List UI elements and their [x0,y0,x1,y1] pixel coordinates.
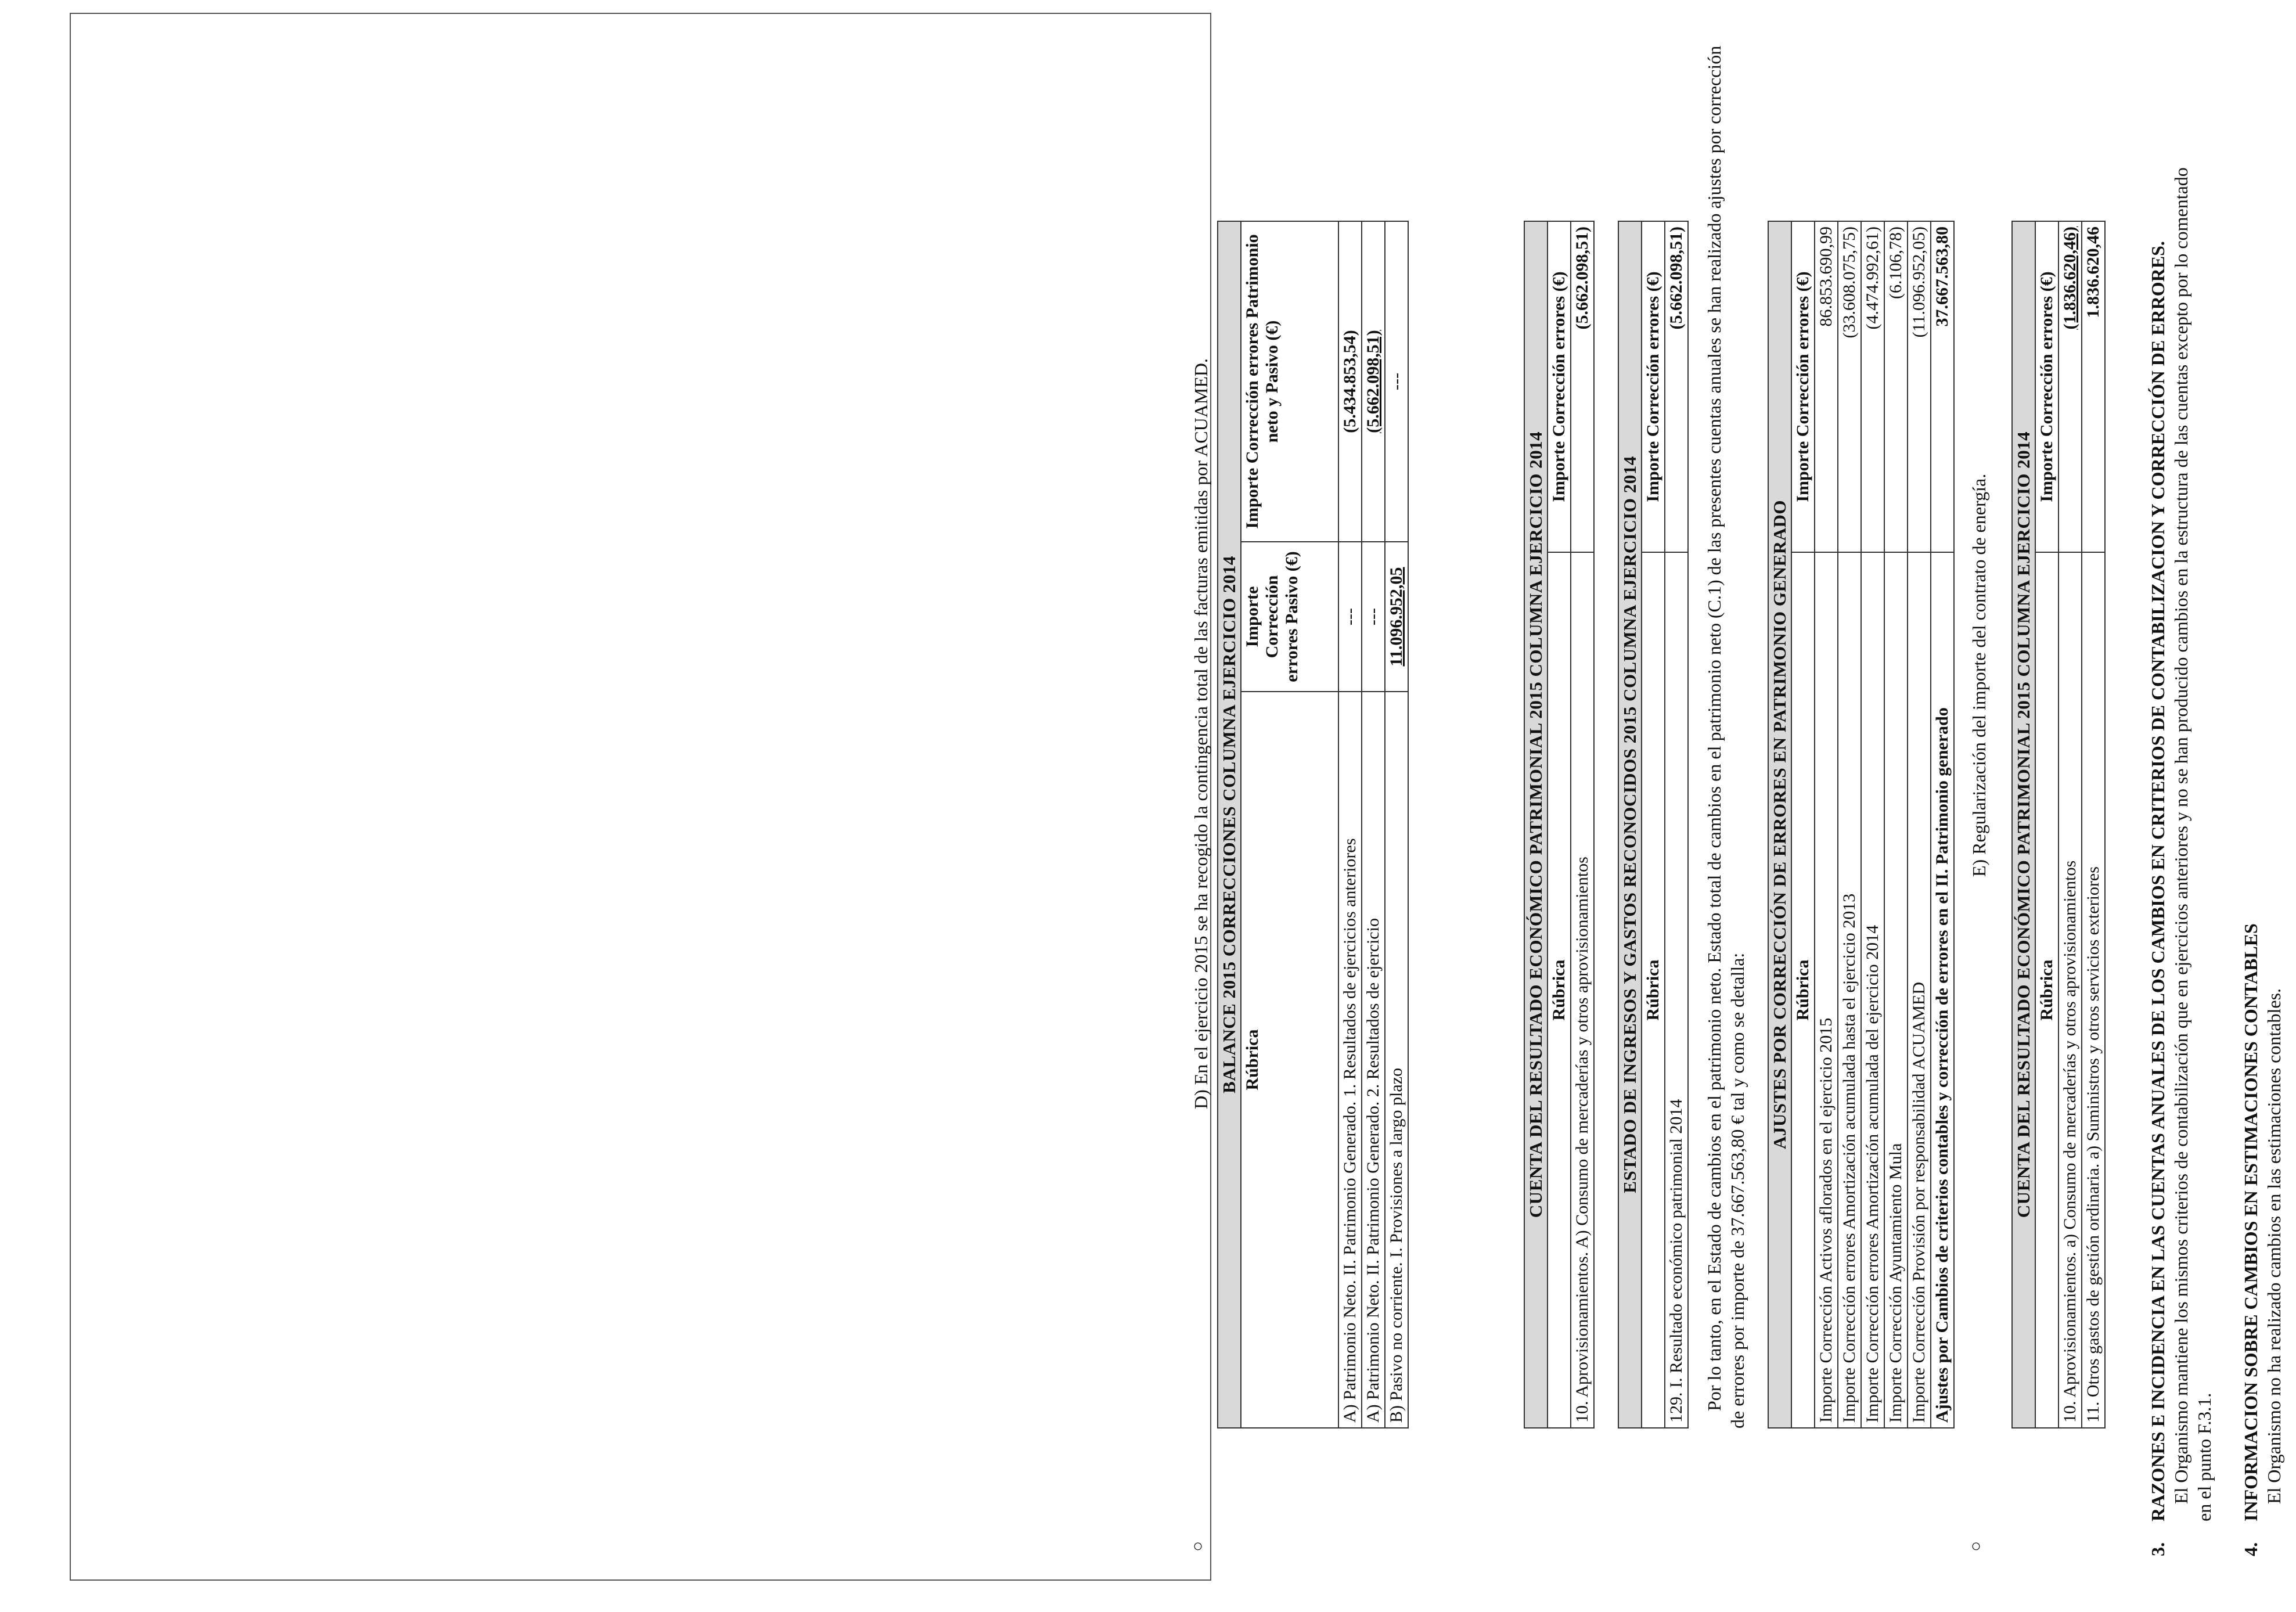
table-row [2082,221,2105,1428]
section-4-title: INFORMACION SOBRE CAMBIOS EN ESTIMACIONES CONTABLES [2240,923,2261,1521]
balance-title: BALANCE 2015 CORRECCIONES COLUMNA EJERCICIO 2014 [1218,221,1241,1428]
ajustes-total-importe: 37.667.563,80 [1931,221,1954,552]
cuenta2-title: CUENTA DEL RESULTADO ECONÓMICO PATRIMONIAL 2015 COLUMNA EJERCICIO 2014 [2012,221,2035,1428]
cuenta2-row-rubrica: 11. Otros gastos de gestión ordinaria. a) Suministros y otros servicios exteriores [2082,552,2105,1428]
balance-table [1217,221,1409,1429]
page-frame [70,13,1211,1581]
section-4-number: 4. [2240,1542,2261,1556]
table-row [1665,221,1688,1428]
intro-text: D) En el ejercicio 2015 se ha recogido la contingencia total de las facturas emitidas por ACUAMED. [1190,358,1211,1109]
balance-row-rubrica: B) Pasivo no corriente. I. Provisiones a largo plazo [1385,692,1408,1428]
table-row [2059,221,2082,1428]
table-row [1861,221,1884,1428]
paragraph-line-2: de errores por importe de 37.667.563,80 € tal y como se detalla: [1727,952,1748,1429]
table-row [1385,221,1408,1428]
cuenta2-row-importe: 1.836.620,46 [2082,221,2105,552]
cuenta2-row-importe: (1.836.620,46) [2059,221,2082,552]
rotated-page-content [1181,23,2296,1568]
cuenta-resultado-table-2 [2011,221,2106,1429]
table-row [1571,221,1594,1428]
bullet-e: ○ [1966,1541,1985,1552]
estado-col-importe: Importe Corrección errores (€) [1642,221,1665,552]
balance-row-rubrica: A) Patrimonio Neto. II. Patrimonio Generado. 2. Resultados de ejercicio [1362,692,1385,1428]
section-4-line-1: El Organismo no ha realizado cambios en las estimaciones contables. [2263,988,2284,1504]
cuenta1-title: CUENTA DEL RESULTADO ECONÓMICO PATRIMONIAL 2015 COLUMNA EJERCICIO 2014 [1524,221,1548,1428]
estado-row-importe: (5.662.098,51) [1665,221,1688,552]
balance-row-patrimonio: --- [1385,221,1408,542]
section-3-line-2: en el punto F.3.1. [2194,1392,2215,1521]
cuenta-resultado-table-1 [1524,221,1595,1429]
cuenta2-col-importe: Importe Corrección errores (€) [2035,221,2059,552]
table-row [1362,221,1385,1428]
e-item-text: E) Regularización del importe del contrato de energía. [1968,473,1989,877]
table-row [1838,221,1861,1428]
ajustes-col-importe: Importe Corrección errores (€) [1791,221,1815,552]
table-row [1338,221,1362,1428]
balance-row-patrimonio: (5.662.098,51) [1362,221,1385,542]
cuenta1-row-importe: (5.662.098,51) [1571,221,1594,552]
table-row [1884,221,1908,1428]
paragraph-line-1: Por lo tanto, en el Estado de cambios en el patrimonio neto. Estado total de cambios en el patrimonio neto (C.1) de las presentes cuentas anuales se han realizado ajustes por corrección [1704,45,1725,1411]
ajustes-row-importe: (4.474.992,61) [1861,221,1884,552]
ajustes-row-rubrica: Importe Corrección errores Amortización acumulada del ejercicio 2014 [1861,552,1884,1428]
ajustes-row-rubrica: Importe Corrección Provisión por responsabilidad ACUAMED [1908,552,1931,1428]
cuenta1-col-importe: Importe Corrección errores (€) [1548,221,1571,552]
balance-col-pasivo: Importe Corrección errores Pasivo (€) [1241,542,1338,692]
ajustes-total-rubrica: Ajustes por Cambios de criterios contables y corrección de errores en el II. Patrimonio generado [1931,552,1954,1428]
table-row-total [1931,221,1954,1428]
balance-row-pasivo: --- [1338,542,1362,692]
table-row [1908,221,1931,1428]
cuenta1-row-rubrica: 10. Aprovisionamientos. A) Consumo de mercaderías y otros aprovisionamientos [1571,552,1594,1428]
section-3-title: RAZONES E INCIDENCIA EN LAS CUENTAS ANUALES DE LOS CAMBIOS EN CRITERIOS DE CONTABILIZACION Y CORRECCIÓN DE ERRORES. [2147,241,2168,1521]
ajustes-row-rubrica: Importe Corrección Activos aflorados en el ejercicio 2015 [1815,552,1838,1428]
ajustes-table [1768,221,1955,1429]
cuenta2-row-rubrica: 10. Aprovisionamientos. a) Consumo de mercaderías y otros aprovisionamientos [2059,552,2082,1428]
ajustes-row-importe: (11.096.952,05) [1908,221,1931,552]
estado-title: ESTADO DE INGRESOS Y GASTOS RECONOCIDOS 2015 COLUMNA EJERCICIO 2014 [1618,221,1642,1428]
balance-col-patrimonio: Importe Corrección errores Patrimonio neto y Pasivo (€) [1241,221,1338,542]
bullet-d: ○ [1188,1541,1207,1552]
cuenta1-col-rubrica: Rúbrica [1548,552,1571,1428]
balance-col-rubrica: Rúbrica [1241,692,1338,1428]
estado-ingresos-gastos-table [1618,221,1689,1429]
estado-col-rubrica: Rúbrica [1642,552,1665,1428]
ajustes-row-importe: 86.853.690,99 [1815,221,1838,552]
section-3-line-1: El Organismo mantiene los mismos criterios de contabilización que en ejercicios anteriores y no se han producido cambios en la estructura de las cuentas excepto por lo comentado [2171,167,2191,1504]
ajustes-row-importe: (6.106,78) [1884,221,1908,552]
ajustes-row-rubrica: Importe Corrección Ayuntamiento Mula [1884,552,1908,1428]
estado-row-rubrica: 129. I. Resultado económico patrimonial 2014 [1665,552,1688,1428]
ajustes-title: AJUSTES POR CORRECCIÓN DE ERRORES EN PATRIMONIO GENERADO [1768,221,1791,1428]
balance-row-pasivo: --- [1362,542,1385,692]
balance-row-pasivo: 11.096.952,05 [1385,542,1408,692]
table-row [1815,221,1838,1428]
ajustes-row-importe: (33.608.075,75) [1838,221,1861,552]
section-3-number: 3. [2147,1542,2168,1556]
balance-row-patrimonio: (5.434.853,54) [1338,221,1362,542]
cuenta2-col-rubrica: Rúbrica [2035,552,2059,1428]
balance-row-rubrica: A) Patrimonio Neto. II. Patrimonio Generado. 1. Resultados de ejercicios anteriores [1338,692,1362,1428]
ajustes-row-rubrica: Importe Corrección errores Amortización acumulada hasta el ejercicio 2013 [1838,552,1861,1428]
ajustes-col-rubrica: Rúbrica [1791,552,1815,1428]
